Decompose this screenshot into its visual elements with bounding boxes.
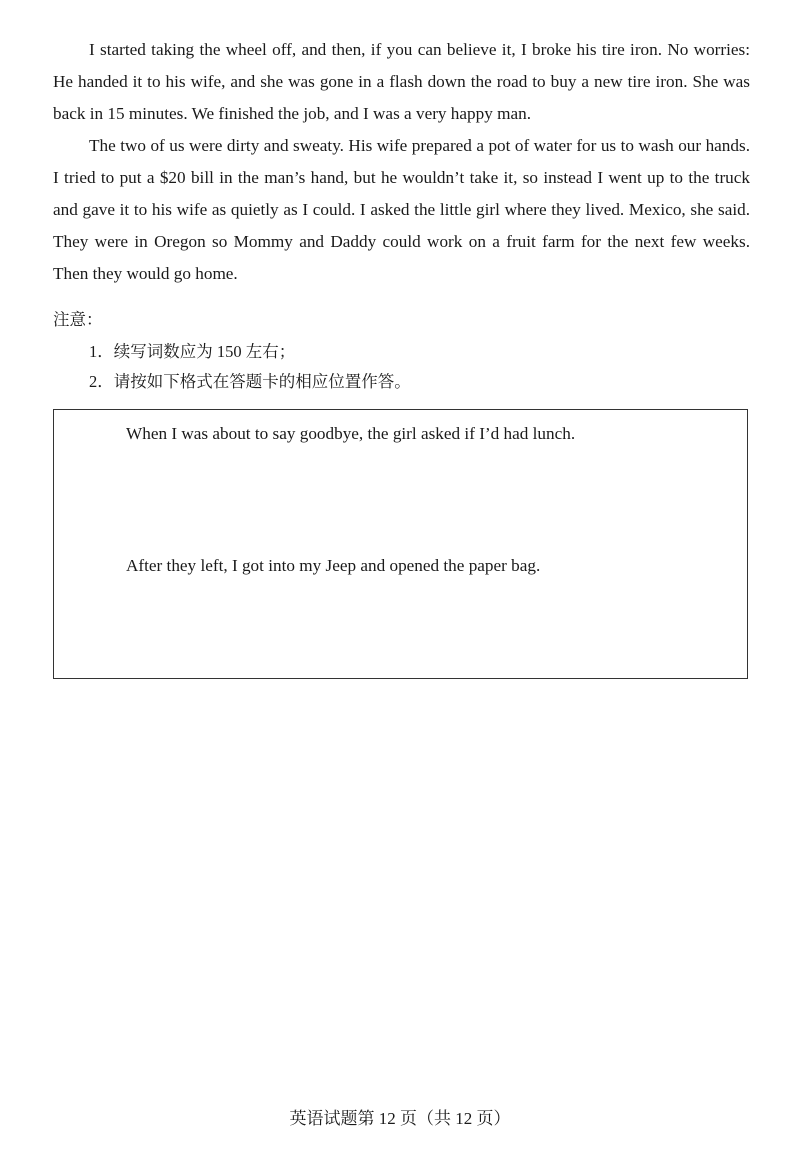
note-item-2: 2．请按如下格式在答题卡的相应位置作答。 [89,372,411,391]
paragraph-1-text: I started taking the wheel off, and then, if you can believe it, I broke his tire iron. No worries: He handed it to his wife, and she was gone in a flash down the road to buy a new tire iron. She was back in 15 minutes. We finished the job, and I was a very happy man. [53,40,750,123]
passage-paragraph-2 [53,130,750,290]
notes-title: 注意： [53,310,103,329]
note-item-1: 1．续写词数应为 150 左右； [89,342,296,361]
paragraph-2-text: The two of us were dirty and sweaty. His wife prepared a pot of water for us to wash our hands. I tried to put a $20 bill in the man’s hand, but he wouldn’t take it, so instead I went up to the truck and gave it to his wife as quietly as I could. I asked the little girl where they lived. Mexico, she said. They were in Oregon so Mommy and Daddy could work on a fruit farm for the next few weeks. Then they would go home. [53,136,750,283]
answer-box [53,409,748,679]
passage-paragraph-1 [53,34,750,130]
page-footer: 英语试题第 12 页（共 12 页） [289,1109,511,1128]
answer-box-opening-sentence-1: When I was about to say goodbye, the girl asked if I’d had lunch. [126,424,576,443]
answer-box-opening-sentence-2: After they left, I got into my Jeep and opened the paper bag. [126,556,541,575]
